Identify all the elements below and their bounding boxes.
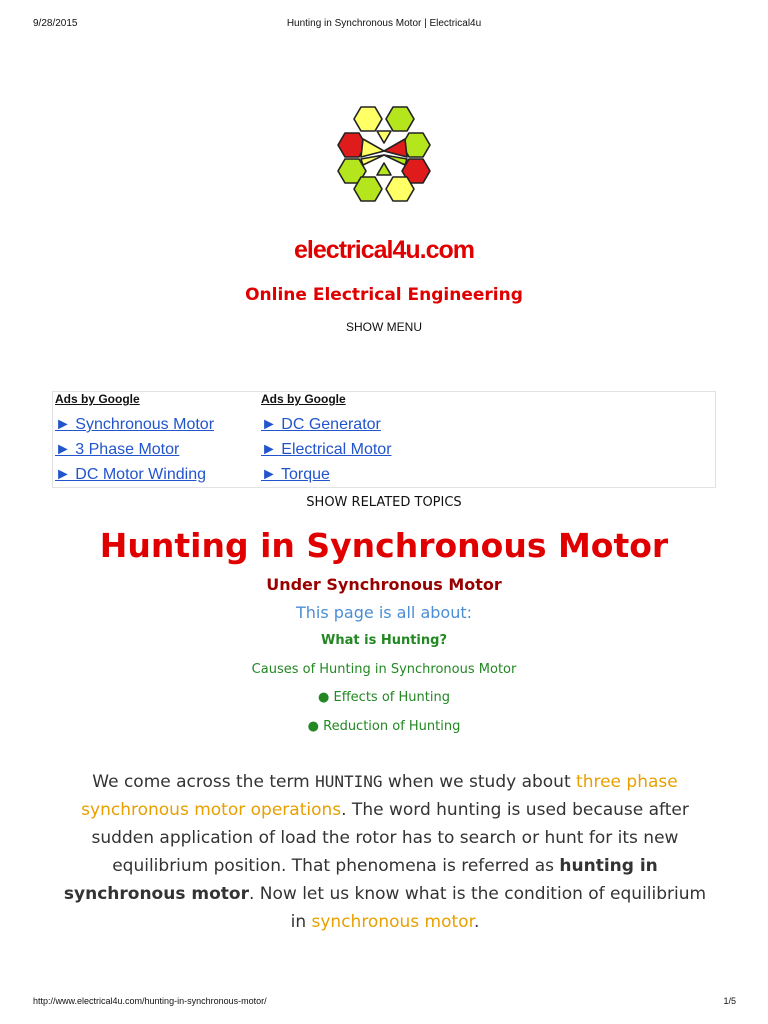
ad-link-dc-motor-winding[interactable]: ► DC Motor Winding [55,466,206,483]
logo-hexagon-top-left [354,107,382,131]
ad-link-synchronous-motor[interactable]: ► Synchronous Motor [55,416,215,433]
toc-item[interactable]: ● Effects of Hunting [318,690,450,705]
about-heading: This page is all about: [295,603,473,622]
show-menu-button[interactable]: SHOW MENU [346,320,422,334]
ads-box [52,391,716,488]
logo-hexagon-top-right [386,107,414,131]
logo-hexagon-bottom-right [386,177,414,201]
paragraph-text: when we study about [382,772,577,792]
toc-item[interactable]: Causes of Hunting in Synchronous Motor [251,661,517,677]
article-paragraph [55,768,715,936]
paragraph-text: . [474,912,480,932]
site-tagline: Online Electrical Engineering [245,285,523,305]
ad-link-electrical-motor[interactable]: ► Electrical Motor [261,441,392,458]
hexagon-flower-logo[interactable] [333,103,435,205]
article-title: Hunting in Synchronous Motor [99,526,669,565]
ads-column [55,392,214,487]
paragraph-text: We come across the term [92,772,316,792]
toc-item[interactable]: What is Hunting? [321,633,447,648]
ads-column [261,392,392,487]
print-footer [0,994,768,1024]
site-name[interactable]: electrical4u.com [294,236,474,264]
ad-link-dc-generator[interactable]: ► DC Generator [261,416,381,433]
print-header [0,0,768,30]
article-category[interactable]: Under Synchronous Motor [266,575,502,594]
logo-hexagon-bottom-left [354,177,382,201]
paragraph-text: . Now let us know what is the condition of equilibrium in [248,884,707,932]
print-url: http://www.electrical4u.com/hunting-in-synchronous-motor/ [33,996,267,1006]
ad-link-torque[interactable]: ► Torque [261,466,330,483]
table-of-contents [0,633,768,747]
ads-heading[interactable]: Ads by Google [55,392,140,406]
toc-item[interactable]: ● Reduction of Hunting [307,718,461,734]
link-three-phase-synchronous-motor[interactable]: three phase synchronous motor operations [81,772,678,820]
ad-link-3-phase-motor[interactable]: ► 3 Phase Motor [55,441,180,458]
print-date: 9/28/2015 [33,18,78,29]
link-synchronous-motor[interactable]: synchronous motor [311,912,474,932]
hunting-term: HUNTING [315,772,383,791]
ads-heading[interactable]: Ads by Google [261,392,346,406]
page-number: 1/5 [723,996,736,1006]
hunting-bold-term: hunting in synchronous motor [63,856,658,904]
paragraph-text: . The word hunting is used because after sudden application of load the rotor has to search or hunt for its new equilibrium position. That phenomena is referred as [91,800,689,876]
show-related-topics-button[interactable]: SHOW RELATED TOPICS [306,495,462,510]
print-page-title: Hunting in Synchronous Motor | Electrical4u [286,18,482,29]
